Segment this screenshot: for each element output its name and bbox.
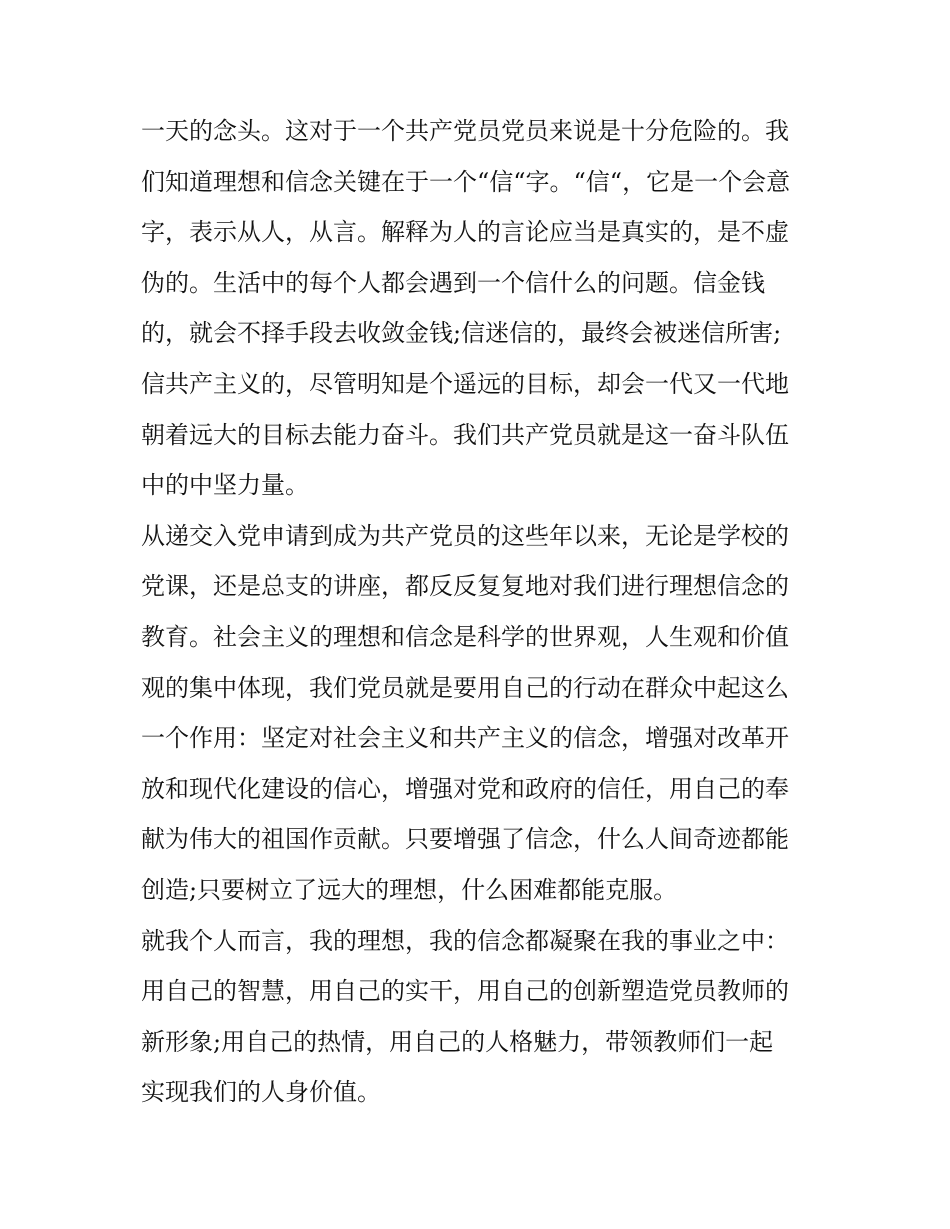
text-line: 的，就会不择手段去收敛金钱;信迷信的，最终会被迷信所害; <box>141 319 782 348</box>
text-line: 放和现代化建设的信心，增强对党和政府的信任，用自己的奉 <box>141 774 789 803</box>
text-line: 从递交入党申请到成为共产党员的这些年以来，无论是学校的 <box>141 521 789 550</box>
text-line: 观的集中体现，我们党员就是要用自己的行动在群众中起这么 <box>141 673 789 702</box>
text-line: 一天的念头。这对于一个共产党员党员来说是十分危险的。我 <box>141 117 789 145</box>
text-line: 创造;只要树立了远大的理想，什么困难都能克服。 <box>141 875 678 904</box>
text-line: 教育。社会主义的理想和信念是科学的世界观，人生观和价值 <box>141 622 789 651</box>
text-line: 字，表示从人，从言。解释为人的言论应当是真实的，是不虚 <box>141 218 789 247</box>
text-line: 中的中坚力量。 <box>141 471 309 500</box>
text-line: 用自己的智慧，用自己的实干，用自己的创新塑造党员教师的 <box>141 977 789 1006</box>
text-line: 党课，还是总支的讲座，都反反复复地对我们进行理想信念的 <box>141 572 789 601</box>
body-text <box>141 106 821 1118</box>
text-line: 就我个人而言，我的理想，我的信念都凝聚在我的事业之中： <box>141 926 789 955</box>
text-line: 伪的。生活中的每个人都会遇到一个信什么的问题。信金钱 <box>141 268 765 297</box>
text-line: 新形象;用自己的热情，用自己的人格魅力，带领教师们一起 <box>141 1027 774 1056</box>
text-line: 信共产主义的，尽管明知是个遥远的目标，却会一代又一代地 <box>141 369 789 398</box>
text-line: 献为伟大的祖国作贡献。只要增强了信念，什么人间奇迹都能 <box>141 825 789 854</box>
text-line: 朝着远大的目标去能力奋斗。我们共产党员就是这一奋斗队伍 <box>141 420 789 449</box>
text-line: 实现我们的人身价值。 <box>141 1078 381 1107</box>
text-line: 一个作用：坚定对社会主义和共产主义的信念，增强对改革开 <box>141 724 789 753</box>
text-line: 们知道理想和信念关键在于一个“信“字。“信“，它是一个会意 <box>141 167 791 196</box>
